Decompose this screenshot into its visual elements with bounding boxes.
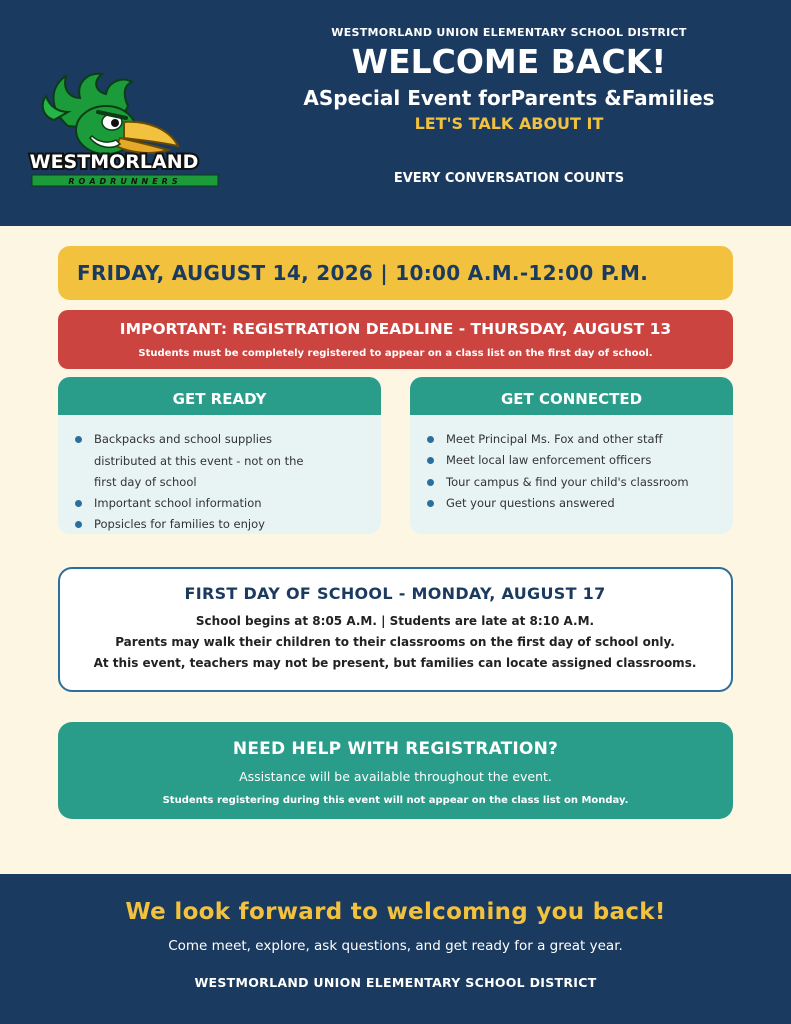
list-item-line: Tour campus & find your child's classroom xyxy=(446,475,689,489)
footer-title: We look forward to welcoming you back! xyxy=(125,899,666,925)
deadline-title: IMPORTANT: REGISTRATION DEADLINE - THURSDAY, AUGUST 13 xyxy=(119,320,672,338)
list-item xyxy=(446,450,651,472)
registration-help-box xyxy=(58,722,733,819)
bullet-icon xyxy=(427,436,434,443)
bullet-icon xyxy=(75,521,82,528)
list-item-line: Backpacks and school supplies xyxy=(94,432,273,446)
list-item-line: Important school information xyxy=(94,496,262,510)
help-title: NEED HELP WITH REGISTRATION? xyxy=(232,739,559,759)
list-item-line: Meet Principal Ms. Fox and other staff xyxy=(446,432,663,446)
list-item-line: Meet local law enforcement officers xyxy=(446,453,652,467)
district-name: WESTMORLAND UNION ELEMENTARY SCHOOL DISTRICT xyxy=(331,26,687,39)
list-item-line: Popsicles for families to enjoy xyxy=(94,517,265,531)
event-date-bar: FRIDAY, AUGUST 14, 2026 | 10:00 A.M.-12:00 P.M. xyxy=(58,246,733,300)
list-item-line: Get your questions answered xyxy=(446,496,615,510)
first-day-line: At this event, teachers may not be present, but families can locate assigned classrooms. xyxy=(93,656,697,670)
get-ready-title: GET READY xyxy=(58,377,381,415)
get-ready-card xyxy=(58,377,381,534)
bullet-icon xyxy=(75,436,82,443)
deadline-subtitle: Students must be completely registered to appear on a class list on the first day of school. xyxy=(138,348,653,359)
list-item xyxy=(446,429,663,451)
bullet-icon xyxy=(427,479,434,486)
first-day-line: School begins at 8:05 A.M. | Students are late at 8:10 A.M. xyxy=(195,614,595,628)
first-day-line: Parents may walk their children to their classrooms on the first day of school only. xyxy=(115,635,675,649)
logo-subtitle: ROADRUNNERS xyxy=(68,177,182,186)
list-item-line: distributed at this event - not on the xyxy=(94,453,304,468)
footer-banner xyxy=(0,874,791,1024)
roadrunner-logo xyxy=(28,68,222,192)
registration-deadline-banner xyxy=(58,310,733,369)
footer-subtitle: Come meet, explore, ask questions, and get ready for a great year. xyxy=(168,938,623,954)
list-item xyxy=(94,514,265,534)
tagline: LET'S TALK ABOUT IT xyxy=(414,114,604,133)
list-item xyxy=(446,472,689,494)
logo-wordmark: WESTMORLAND xyxy=(29,151,199,173)
special-event-subtitle: ASpecial Event forParents &Families xyxy=(303,86,715,110)
first-day-title: FIRST DAY OF SCHOOL - MONDAY, AUGUST 17 xyxy=(184,584,606,603)
header-banner xyxy=(0,0,791,226)
help-note: Students registering during this event will not appear on the class list on Monday. xyxy=(162,795,629,806)
help-subtitle: Assistance will be available throughout the event. xyxy=(239,769,552,784)
list-item xyxy=(94,429,303,494)
list-item xyxy=(94,493,262,515)
get-connected-title: GET CONNECTED xyxy=(410,377,733,415)
roadrunner-mascot-icon xyxy=(28,68,222,192)
bullet-icon xyxy=(75,500,82,507)
conversation-tagline: EVERY CONVERSATION COUNTS xyxy=(393,171,625,186)
list-item-line: first day of school xyxy=(94,475,197,489)
footer-district: WESTMORLAND UNION ELEMENTARY SCHOOL DISTRICT xyxy=(194,975,597,990)
welcome-heading: WELCOME BACK! xyxy=(351,42,667,81)
get-connected-card xyxy=(410,377,733,534)
bullet-icon xyxy=(427,500,434,507)
bullet-icon xyxy=(427,457,434,464)
first-day-box xyxy=(58,567,733,692)
list-item xyxy=(446,493,615,515)
